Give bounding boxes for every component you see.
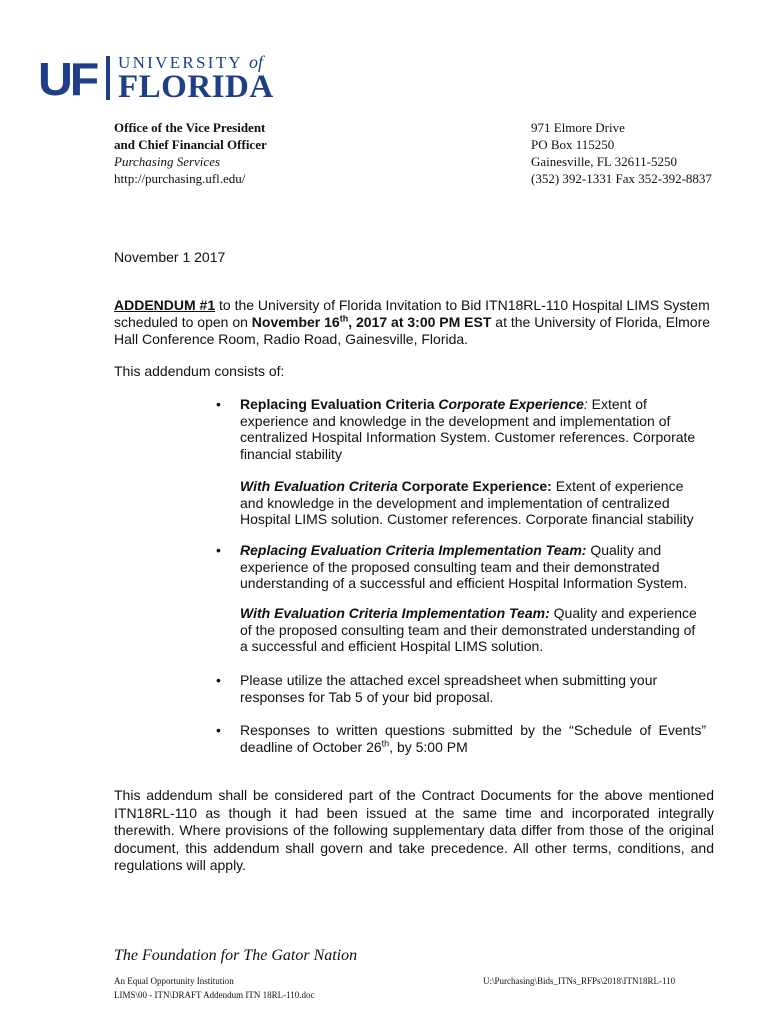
footer-doc-name: LIMS\00 - ITN\DRAFT Addendum ITN 18RL-110.doc [114, 990, 315, 1000]
bullet-marker: • [216, 672, 221, 688]
logo-divider [106, 56, 110, 100]
bullet-marker: • [216, 722, 221, 738]
bullet-1-lead-italic: Corporate Experience [438, 396, 584, 412]
intro-text-2: at the University of Florida, Elmore Hall Conference Room, Radio Road, Gainesville, Florida. [114, 314, 711, 347]
footer-file-path: U:\Purchasing\Bids_ITNs_RFPs\2018\ITN18RL-110 [483, 976, 676, 986]
address-po-box: PO Box 115250 [531, 137, 615, 152]
bullet-4-text-2: , by 5:00 PM [389, 738, 468, 755]
intro-open-time: , 2017 at 3:00 PM EST [348, 314, 492, 330]
bullet-1-with-content [240, 478, 706, 528]
letter-date: November 1 2017 [114, 249, 226, 265]
uf-logo [38, 50, 278, 108]
bullet-2-with-text: Quality and experience of the proposed consulting team and their demonstrated understanding of a successful and efficient Hospital LIMS solution. [240, 605, 697, 654]
bullet-marker: • [216, 396, 221, 412]
address-city: Gainesville, FL 32611-5250 [531, 154, 677, 169]
consists-line: This addendum consists of: [114, 363, 285, 379]
bullet-1-with-lead: With Evaluation Criteria [240, 478, 398, 494]
bullet-2-lead: Replacing Evaluation Criteria Implementation Team: [240, 542, 587, 558]
bullet-3-content: Please utilize the attached excel spreadsheet when submitting your responses for Tab 5 of your bid proposal. [240, 672, 658, 705]
logo-florida-text: FLORIDA [118, 69, 274, 105]
office-website: http://purchasing.ufl.edu/ [114, 171, 246, 186]
bullet-2-content [240, 542, 706, 592]
bullet-2-text: Quality and experience of the proposed consulting team and their demonstrated understanding of a successful and efficient Hospital Information System. [240, 542, 688, 591]
bullet-2-with-lead: With Evaluation Criteria Implementation Team: [240, 605, 550, 621]
logo-university-word: UNIVERSITY [118, 53, 243, 72]
logo-uf-mark: UF [38, 53, 97, 105]
footer-tagline: The Foundation for The Gator Nation [114, 947, 358, 964]
intro-paragraph [114, 297, 714, 348]
mailing-address-block [531, 119, 712, 187]
address-phone-fax: (352) 392-1331 Fax 352-392-8837 [531, 171, 712, 186]
bullet-2-with-content [240, 605, 706, 655]
bullet-4-text: Responses to written questions submitted by the “Schedule of Events” deadline of October 26 [240, 722, 706, 755]
logo-of-word: of [248, 52, 263, 72]
bullet-1-with-text: Extent of experience and knowledge in the development and implementation of centralized Hospital LIMS solution. Customer references. Corporate financial stability [240, 478, 694, 527]
addendum-title: ADDENDUM #1 [114, 297, 216, 313]
footer-left [114, 974, 315, 1002]
intro-open-date-sup: th [339, 313, 349, 324]
office-address-block [114, 119, 267, 187]
office-line-2: and Chief Financial Officer [114, 137, 267, 152]
bullet-1-with-lead2: Corporate Experience: [397, 478, 552, 494]
bullet-1-text: Extent of experience and knowledge in the development and implementation of centralized Hospital Information System. Customer references. Corporate financial stability [240, 396, 696, 462]
bullet-1-colon: : [583, 396, 588, 412]
address-street: 971 Elmore Drive [531, 120, 625, 135]
intro-open-date: November 16 [251, 314, 340, 330]
bullet-4-content [240, 722, 706, 755]
office-line-3: Purchasing Services [114, 154, 221, 169]
bullet-marker: • [216, 542, 221, 558]
bullet-1-lead: Replacing Evaluation Criteria [240, 396, 439, 412]
intro-text-1: to the University of Florida Invitation to Bid ITN18RL-110 Hospital LIMS System scheduled to open on [114, 297, 710, 330]
office-line-1: Office of the Vice President [114, 120, 266, 135]
bullet-4-sup: th [381, 737, 390, 748]
closing-paragraph: This addendum shall be considered part of the Contract Documents for the above mentioned ITN18RL-110 as though it had been issued at the same time and incorporated integrally therewith. Where provisions of the following supplementary data differ from those of the original document, this addendum shall govern and take precedence. All other terms, conditions, and regulations will apply. [114, 787, 714, 873]
footer-eoi: An Equal Opportunity Institution [114, 976, 234, 986]
bullet-1-content [240, 396, 706, 462]
